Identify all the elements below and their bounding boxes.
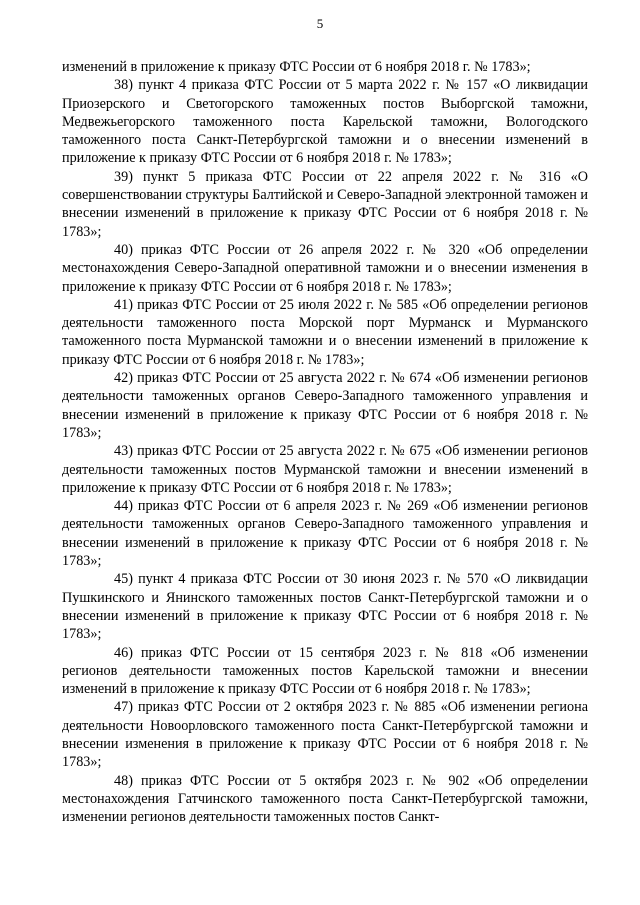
paragraph-continuation: изменений в приложение к приказу ФТС России от 6 ноября 2018 г. № 1783»; (62, 59, 531, 75)
page-number: 5 (316, 16, 324, 31)
list-item-38: 38) пункт 4 приказа ФТС России от 5 марта 2022 г. № 157 «О ликвидации Приозерского и Светогорского таможенных постов Выборгской таможни, Медвежьегорского таможенного поста Карельской таможни, Вологодского таможенного поста Санкт-Петербургской таможни и о внесении изменений в приложение к приказу ФТС России от 6 ноября 2018 г. № 1783»; (62, 77, 588, 167)
list-item-40: 40) приказ ФТС России от 26 апреля 2022 г. № 320 «Об определении местонахождения Северо-Западной оперативной таможни и о внесении изменения в приложение к приказу ФТС России от 6 ноября 2018 г. № 1783»; (62, 241, 588, 295)
list-item-47: 47) приказ ФТС России от 2 октября 2023 г. № 885 «Об изменении региона деятельности Новоорловского таможенного поста Санкт-Петербургской таможни и внесении изменения в приложение к приказу ФТС России от 6 ноября 2018 г. № 1783»; (62, 699, 588, 771)
list-item-48: 48) приказ ФТС России от 5 октября 2023 г. № 902 «Об определении местонахождения Гатчинского таможенного поста Санкт-Петербургской таможни, изменении регионов деятельности таможенных постов Санкт- (62, 772, 588, 826)
list-item-42: 42) приказ ФТС России от 25 августа 2022 г. № 674 «Об изменении регионов деятельности таможенных органов Северо-Западного таможенного управления и внесении изменений в приложение к приказу ФТС России от 6 ноября 2018 г. № 1783»; (62, 370, 588, 441)
document-body (62, 58, 588, 826)
list-item-39: 39) пункт 5 приказа ФТС России от 22 апреля 2022 г. № 316 «О совершенствовании структуры Балтийской и Северо-Западной электронной таможен и внесении изменений в приложение к приказу ФТС России от 6 ноября 2018 г. № 1783»; (62, 168, 588, 240)
list-item-41: 41) приказ ФТС России от 25 июля 2022 г. № 585 «Об определении регионов деятельности таможенного поста Морской порт Мурманск и Мурманского таможенного поста Мурманской таможни и о внесении изменений в приложение к приказу ФТС России от 6 ноября 2018 г. № 1783»; (62, 296, 588, 368)
list-item-44: 44) приказ ФТС России от 6 апреля 2023 г. № 269 «Об изменении регионов деятельности таможенных органов Северо-Западного таможенного управления и внесении изменений в приложение к приказу ФТС России от 6 ноября 2018 г. № 1783»; (62, 498, 588, 570)
list-item-45: 45) пункт 4 приказа ФТС России от 30 июня 2023 г. № 570 «О ликвидации Пушкинского и Янинского таможенных постов Санкт-Петербургской таможни и о внесении изменений в приложение к приказу ФТС России от 6 ноября 2018 г. № 1783»; (62, 571, 588, 643)
list-item-46: 46) приказ ФТС России от 15 сентября 2023 г. № 818 «Об изменении регионов деятельности таможенных постов Карельской таможни и внесении изменений в приложение к приказу ФТС России от 6 ноября 2018 г. № 1783»; (62, 644, 588, 698)
list-item-43: 43) приказ ФТС России от 25 августа 2022 г. № 675 «Об изменении регионов деятельности таможенных постов Мурманской таможни и внесении изменений в приложение к приказу ФТС России от 6 ноября 2018 г. № 1783»; (62, 443, 588, 496)
